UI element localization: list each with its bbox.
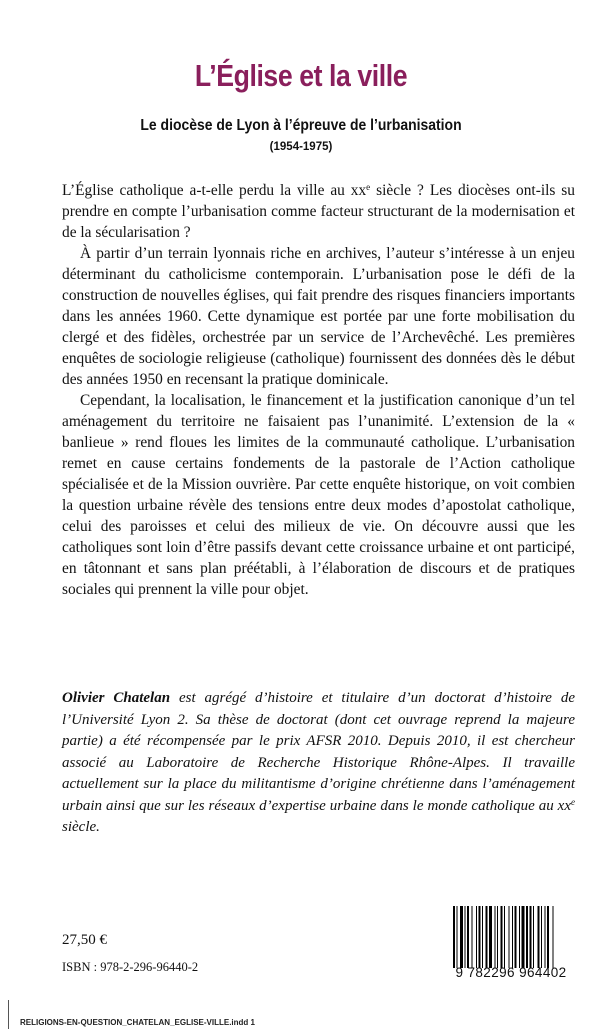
book-title: L’Église et la ville <box>194 58 408 93</box>
blurb-text <box>62 180 575 600</box>
blurb-p1-part-b: siècle ? Les diocèses ont-ils su prendre en compte l’urbanisation comme facteur structurant de la modernisation et de la sécularisation ? <box>62 182 575 241</box>
blurb-paragraph-1 <box>62 180 575 243</box>
author-bio <box>62 688 575 839</box>
bio-text-a: est agrégé d’histoire et titulaire d’un doctorat d’histoire de l’Université Lyon 2. Sa thèse de doctorat (dont cet ouvrage reprend la majeure partie) a été récompensée par le prix AFSR 2010. Depuis 2010, il est chercheur associé au Laboratoire de Recherche Historique Rhône-Alpes. Il travaille actuellement sur la place du militantisme d’origine chrétienne dans l’aménagement urbain ainsi que sur les réseaux d’expertise urbaine dans le monde catholique au xx <box>62 690 575 814</box>
barcode-icon <box>453 906 573 968</box>
blurb-p1-part-a: L’Église catholique a-t-elle perdu la ville au xx <box>62 182 367 199</box>
print-footer: RELIGIONS-EN-QUESTION_CHATELAN_EGLISE-VILLE.indd 1 <box>20 1018 255 1027</box>
crop-mark <box>8 1000 9 1029</box>
blurb-paragraph-3: Cependant, la localisation, le financement et la justification canonique d’un tel aménagement du territoire ne faisaient pas l’unanimité. L’extension de la « banlieue » rend floues les limites de la communauté catholique. L’urbanisation remet en cause certains fondements de la pastorale de l’Action catholique spécialisée et de la Mission ouvrière. Par cette enquête historique, on voit combien la question urbaine révèle des tensions entre deux modes d’apostolat catholique, celui des paroisses et celui des milieux de vie. On découvre aussi que les catholiques sont loin d’être passifs devant cette croissance urbaine et ont participé, en tâtonnant et sans plan préétabli, à l’élaboration de discours et de pratiques sociales qui prennent la ville pour objet. <box>62 392 575 598</box>
barcode-digits: 9 782296 964402 <box>455 965 567 980</box>
blurb-paragraph-2: À partir d’un terrain lyonnais riche en archives, l’auteur s’intéresse à un enjeu déterminant du catholicisme contemporain. L’urbanisation pose le défi de la construction de nouvelles églises, qui fait prendre des risques financiers importants dans les années 1960. Cette dynamique est portée par une forte mobilisation du clergé et des fidèles, orchestrée par un service de l’Archevêché. Les premières enquêtes de sociologie religieuse (catholique) fournissent des données dès le début des années 1950 en recensant la pratique dominicale. <box>62 245 575 388</box>
bio-text-b: siècle. <box>62 819 100 835</box>
author-name: Olivier Chatelan <box>62 690 171 706</box>
book-dates: (1954-1975) <box>269 141 333 153</box>
book-subtitle: Le diocèse de Lyon à l’épreuve de l’urbanisation <box>140 117 462 134</box>
bio-century-superscript: e <box>571 796 575 807</box>
isbn: ISBN : 978-2-296-96440-2 <box>62 960 199 974</box>
century-superscript: e <box>366 182 371 192</box>
price: 27,50 € <box>62 932 107 948</box>
